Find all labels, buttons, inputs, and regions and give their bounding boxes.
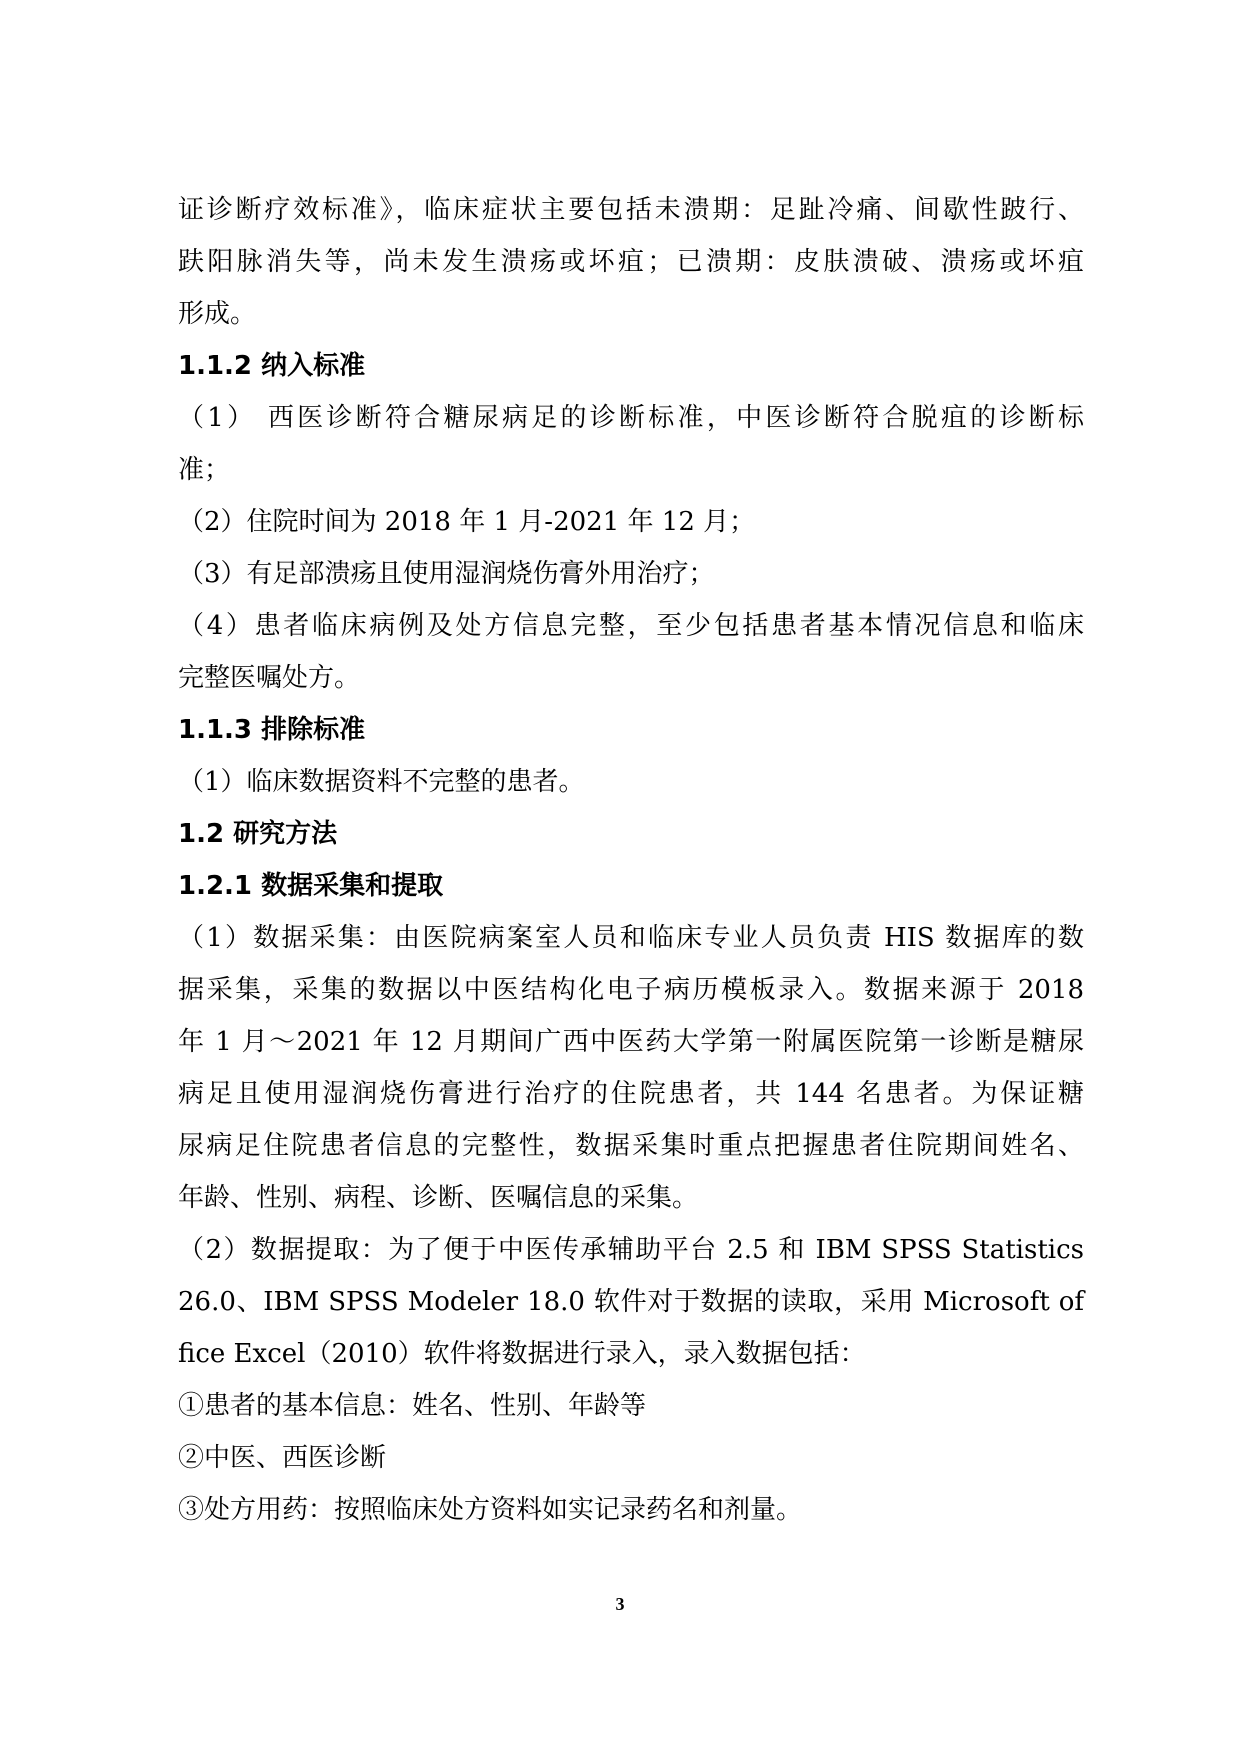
text-line: 年 1 月～2021 年 12 月期间广西中医药大学第一附属医院第一诊断是糖尿 [178,1027,1084,1057]
text-line: 趺阳脉消失等，尚未发生溃疡或坏疽；已溃期：皮肤溃破、溃疡或坏疽 [178,247,1084,277]
text-line: 年龄、性别、病程、诊断、医嘱信息的采集。 [178,1183,699,1213]
text-line: 据采集，采集的数据以中医结构化电子病历模板录入。数据来源于 2018 [178,975,1084,1005]
section-heading-1-2-1: 1.2.1 数据采集和提取 [178,871,444,901]
text-line: 病足且使用湿润烧伤膏进行治疗的住院患者，共 144 名患者。为保证糖 [178,1079,1084,1109]
text-line: 证诊断疗效标准》，临床症状主要包括未溃期：足趾冷痛、间歇性跛行、 [178,195,1084,225]
text-line: 完整医嘱处方。 [178,663,361,693]
page-number: 3 [615,1594,625,1614]
text-line: fice Excel（2010）软件将数据进行录入，录入数据包括： [178,1339,866,1369]
text-line: ①患者的基本信息：姓名、性别、年龄等 [178,1391,647,1421]
text-line: （4）患者临床病例及处方信息完整，至少包括患者基本情况信息和临床 [178,611,1084,641]
text-line: 尿病足住院患者信息的完整性，数据采集时重点把握患者住院期间姓名、 [178,1131,1084,1161]
text-line: （1） 西医诊断符合糖尿病足的诊断标准，中医诊断符合脱疽的诊断标 [178,403,1084,433]
text-line: （1）数据采集：由医院病案室人员和临床专业人员负责 HIS 数据库的数 [178,923,1084,953]
text-line: 26.0、IBM SPSS Modeler 18.0 软件对于数据的读取，采用 Microsoft of [178,1287,1084,1317]
text-line: （2）住院时间为 2018 年 1 月-2021 年 12 月； [178,507,756,537]
text-line: （1）临床数据资料不完整的患者。 [178,767,585,797]
section-heading-1-1-2: 1.1.2 纳入标准 [178,351,366,381]
section-heading-1-2: 1.2 研究方法 [178,819,338,849]
text-line: 准； [178,455,231,485]
text-line: 形成。 [178,299,257,329]
text-line: （3）有足部溃疡且使用湿润烧伤膏外用治疗； [178,559,715,589]
text-line: ③处方用药：按照临床处方资料如实记录药名和剂量。 [178,1495,803,1525]
text-line: ②中医、西医诊断 [178,1443,387,1473]
body-text [178,184,1084,1536]
section-heading-1-1-3: 1.1.3 排除标准 [178,715,366,745]
text-line: （2）数据提取：为了便于中医传承辅助平台 2.5 和 IBM SPSS Statistics [178,1235,1084,1265]
